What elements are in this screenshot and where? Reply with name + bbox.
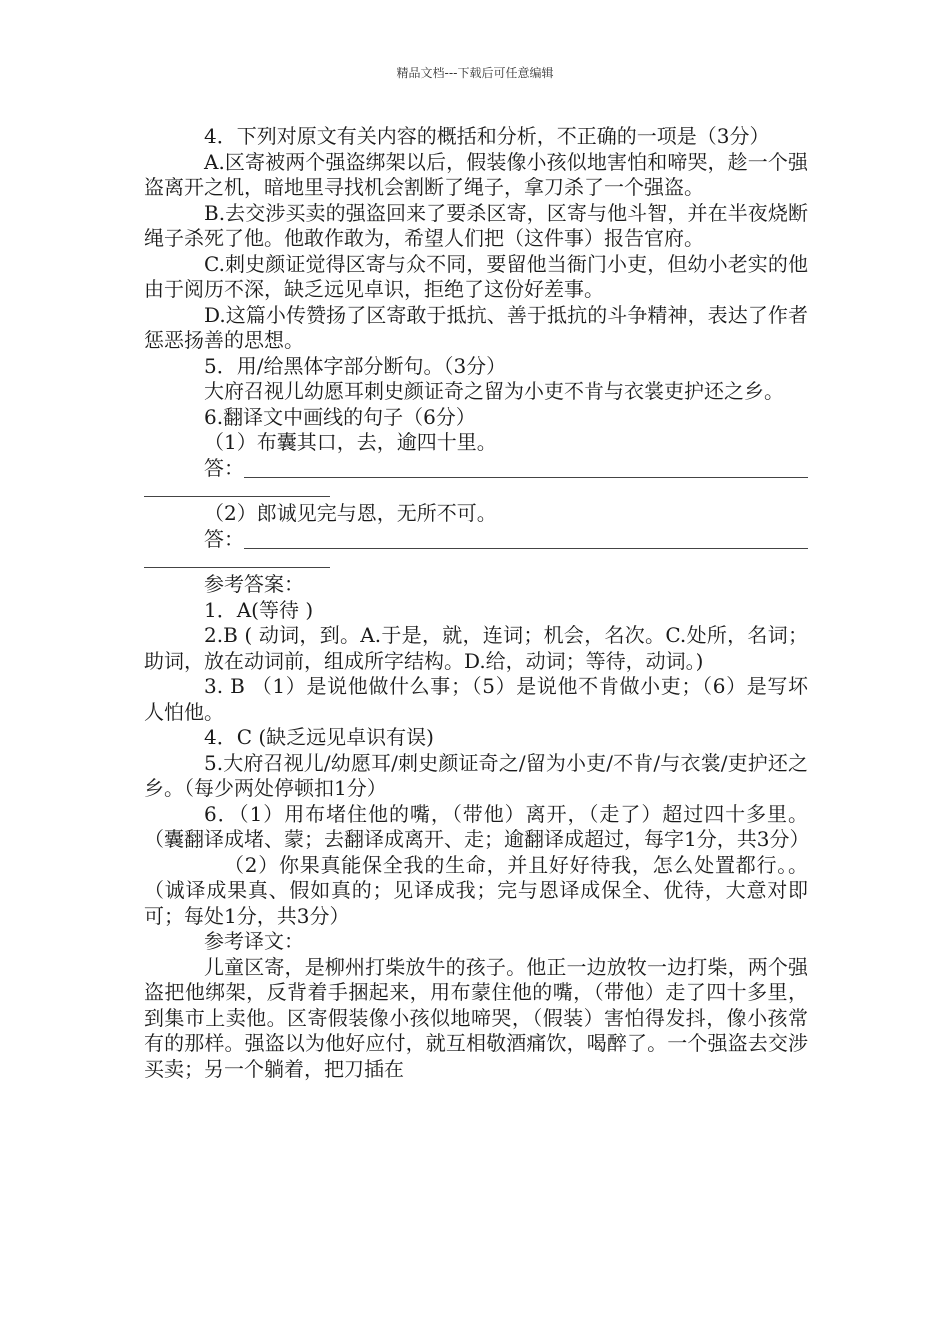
reference-answers-title: 参考答案： [204, 572, 304, 596]
question-4-option-a: A.区寄被两个强盗绑架以后，假装像小孩似地害怕和啼哭，趁一个强盗离开之机，暗地里寻找机会割断了绳子，拿刀杀了一个强盗。 [144, 149, 808, 199]
answer-5: 5.大府召视儿/幼愿耳/刺史颜证奇之/留为小吏/不肯/与衣裳/吏护还之乡。（每少两处停顿扣1分） [144, 750, 808, 800]
answer-1: 1．A(等待 ) [204, 597, 314, 622]
document-body [144, 124, 808, 1082]
answer-4: 4．C (缺乏远见卓识有误) [204, 725, 434, 749]
answer-rule [244, 548, 808, 549]
reference-translation-title: 参考译文： [204, 929, 304, 953]
question-5: 5．用/给黑体字部分断句。（3分） [204, 353, 507, 378]
answer-line-2-tail [144, 552, 808, 572]
question-4-option-c: C.刺史颜证觉得区寄与众不同，要留他当衙门小吏，但幼小老实的他由于阅历不深，缺乏远见卓识，拒绝了这份好差事。 [144, 251, 808, 301]
answer-rule [244, 477, 808, 478]
answer-6-part-1: 6．（1）用布堵住他的嘴，（带他）离开，（走了）超过四十多里。（囊翻译成堵、蒙；去翻译成离开、走；逾翻译成超过，每字1分，共3分） [144, 801, 810, 851]
reference-translation: 儿童区寄，是柳州打柴放牛的孩子。他正一边放牧一边打柴，两个强盗把他绑架，反背着手捆起来，用布蒙住他的嘴，（带他）走了四十多里，到集市上卖他。区寄假装像小孩似地啼哭，（假装）害怕得发抖，像小孩常有的那样。强盗以为他好应付，就互相敬酒痛饮，喝醉了。一个强盗去交涉买卖；另一个躺着，把刀插在 [144, 954, 808, 1081]
answer-2: 2.B ( 动词，到。A.于是，就，连词；机会，名次。C.处所，名词；助词，放在动词前，组成所字结构。D.给，动词；等待，动词。) [144, 623, 808, 673]
question-4-option-d: D.这篇小传赞扬了区寄敢于抵抗、善于抵抗的斗争精神，表达了作者惩恶扬善的思想。 [144, 302, 808, 352]
answer-label: 答： [204, 455, 244, 480]
page-header: 精品文档---下载后可任意编辑 [396, 66, 554, 80]
answer-line-1 [144, 456, 808, 482]
question-5-text: 大府召视儿幼愿耳刺史颜证奇之留为小吏不肯与衣裳吏护还之乡。 [204, 379, 784, 403]
answer-6-part-2: （2）你果真能保全我的生命，并且好好待我，怎么处置都行。。（诚译成果真、假如真的；见译成我；完与恩译成保全、优待，大意对即可；每处1分，共3分） [144, 852, 808, 928]
answer-3: 3. B （1）是说他做什么事；（5）是说他不肯做小吏；（6）是写坏人怕他。 [144, 674, 808, 724]
answer-rule-tail [144, 567, 330, 568]
question-6-part-2: （2）郎诚见完与恩，无所不可。 [204, 501, 497, 525]
answer-label: 答： [204, 526, 244, 551]
question-6: 6.翻译文中画线的句子（6分） [204, 404, 476, 429]
question-4-option-b: B.去交涉买卖的强盗回来了要杀区寄，区寄与他斗智，并在半夜烧断绳子杀死了他。他敢作敢为，希望人们把（这件事）报告官府。 [144, 200, 808, 250]
answer-line-2 [144, 527, 808, 553]
answer-rule-tail [144, 496, 330, 497]
question-4: 4．下列对原文有关内容的概括和分析，不正确的一项是（3分） [204, 124, 770, 148]
question-6-part-1: （1）布囊其口，去，逾四十里。 [204, 430, 497, 454]
answer-line-1-tail [144, 481, 808, 501]
